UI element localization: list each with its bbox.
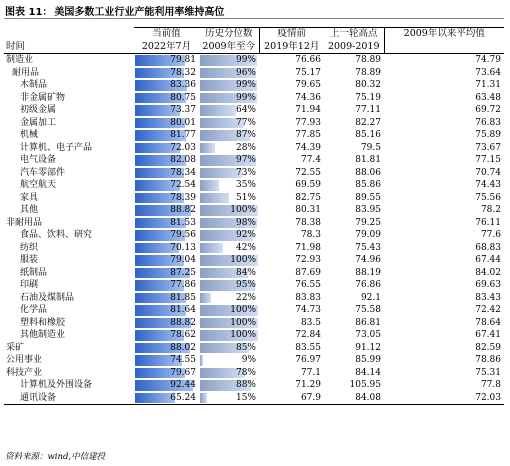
row-name: 服装 — [20, 255, 39, 266]
current-value-cell-value: 78.39 — [170, 192, 196, 203]
pre-covid-cell: 74.73 — [295, 305, 321, 316]
average-cell: 69.63 — [475, 280, 501, 291]
table-row — [4, 254, 504, 267]
current-value-cell-value: 81.85 — [170, 292, 196, 303]
pre-covid-cell: 77.1 — [300, 367, 321, 378]
pre-covid-cell: 79.65 — [295, 80, 321, 91]
current-value-cell — [134, 79, 199, 92]
current-value-cell — [134, 54, 199, 67]
last-peak-cell: 75.43 — [355, 242, 381, 253]
table-row — [4, 329, 504, 342]
pre-covid-cell: 74.39 — [295, 142, 321, 153]
table-row — [4, 204, 504, 217]
pre-covid-cell: 72.55 — [295, 167, 321, 178]
header-row-2 — [4, 41, 504, 54]
figure-title-text: 美国多数工业行业产能利用率维持高位 — [54, 7, 225, 18]
last-peak-cell: 76.86 — [355, 280, 381, 291]
table-row — [4, 304, 504, 317]
current-value-cell-value: 81.53 — [170, 217, 196, 228]
pre-covid-cell: 83.55 — [295, 342, 321, 353]
current-value-cell — [134, 92, 199, 105]
last-peak-cell: 75.58 — [355, 305, 381, 316]
average-cell: 75.89 — [475, 130, 501, 141]
row-name: 耐用品 — [12, 67, 40, 78]
last-peak-cell: 88.06 — [355, 167, 381, 178]
current-value-cell — [134, 354, 199, 367]
current-value-cell-value: 73.37 — [170, 105, 196, 116]
last-peak-cell: 85.16 — [355, 130, 381, 141]
average-cell: 77.6 — [480, 230, 501, 241]
percentile-cell-value: 99% — [235, 55, 256, 66]
pre-covid-cell: 71.29 — [295, 380, 321, 391]
percentile-cell — [199, 392, 259, 405]
current-value-cell — [134, 67, 199, 80]
percentile-cell-value: 35% — [235, 180, 256, 191]
current-value-cell — [134, 254, 199, 267]
percentile-cell-value: 100% — [230, 317, 256, 328]
last-peak-cell: 80.32 — [355, 80, 381, 91]
current-value-cell — [134, 329, 199, 342]
current-value-cell — [134, 379, 199, 392]
average-cell: 73.67 — [475, 142, 501, 153]
current-value-cell — [134, 317, 199, 330]
average-cell: 83.43 — [475, 292, 501, 303]
table-row — [4, 192, 504, 205]
percentile-cell — [199, 192, 259, 205]
table-row — [4, 92, 504, 105]
current-value-cell — [134, 267, 199, 280]
current-value-cell-value: 65.24 — [170, 392, 196, 403]
table-row — [4, 142, 504, 155]
average-cell: 68.83 — [475, 242, 501, 253]
table-row — [4, 179, 504, 192]
current-value-cell-value: 87.25 — [170, 267, 196, 278]
last-peak-cell: 79.25 — [355, 217, 381, 228]
percentile-cell-value: 42% — [235, 242, 256, 253]
percentile-cell — [199, 204, 259, 217]
last-peak-cell: 79.5 — [360, 142, 381, 153]
header-current-date: 2022年7月 — [134, 41, 199, 54]
percentile-cell — [199, 229, 259, 242]
last-peak-cell: 86.81 — [355, 317, 381, 328]
pre-covid-cell: 87.69 — [295, 267, 321, 278]
percentile-cell — [199, 129, 259, 142]
row-name: 公用事业 — [6, 355, 43, 366]
last-peak-cell: 91.12 — [355, 342, 381, 353]
percentile-cell — [199, 142, 259, 155]
current-value-cell-value: 72.03 — [170, 142, 196, 153]
current-value-cell-value: 88.02 — [170, 342, 196, 353]
table-row — [4, 392, 504, 405]
percentile-cell — [199, 254, 259, 267]
average-cell: 78.2 — [480, 205, 501, 216]
row-name: 计算机、电子产品 — [20, 142, 93, 153]
row-name: 非金属矿物 — [20, 92, 66, 103]
average-cell: 77.15 — [475, 155, 501, 166]
percentile-cell — [199, 217, 259, 230]
percentile-cell-value: 99% — [235, 80, 256, 91]
last-peak-cell: 85.99 — [355, 355, 381, 366]
average-cell: 70.74 — [475, 167, 501, 178]
row-name: 汽车零部件 — [20, 167, 66, 178]
percentile-cell-value: 9% — [241, 355, 256, 366]
percentile-cell-value: 78% — [235, 367, 256, 378]
percentile-cell-value: 77% — [235, 117, 256, 128]
average-cell: 84.02 — [475, 267, 501, 278]
last-peak-cell: 84.14 — [355, 367, 381, 378]
percentile-cell-value: 95% — [235, 280, 256, 291]
current-value-cell-value: 72.54 — [170, 180, 196, 191]
row-name: 其他 — [20, 205, 39, 216]
current-value-cell-value: 77.86 — [170, 280, 196, 291]
row-name: 化学品 — [20, 305, 48, 316]
title-divider — [4, 18, 504, 19]
row-name: 家具 — [20, 192, 39, 203]
percentile-cell-value: 84% — [235, 267, 256, 278]
percentile-cell — [199, 179, 259, 192]
current-value-cell — [134, 292, 199, 305]
current-value-cell-value: 81.64 — [170, 305, 196, 316]
table-body — [4, 54, 504, 405]
average-cell: 78.86 — [475, 355, 501, 366]
pre-covid-cell: 82.75 — [295, 192, 321, 203]
table-row — [4, 117, 504, 130]
table-row — [4, 229, 504, 242]
percentile-cell-value: 22% — [235, 292, 256, 303]
percentile-cell-value: 100% — [230, 205, 256, 216]
percentile-cell — [199, 154, 259, 167]
percentile-cell — [199, 379, 259, 392]
current-value-cell-value: 78.62 — [170, 330, 196, 341]
header-average-sub — [384, 41, 504, 54]
average-cell: 67.44 — [475, 255, 501, 266]
current-value-cell — [134, 392, 199, 405]
row-name: 印刷 — [20, 280, 39, 291]
last-peak-cell: 89.55 — [355, 192, 381, 203]
header-pre-covid-date: 2019年12月 — [259, 41, 324, 54]
header-average: 2009年以来平均值 — [384, 28, 504, 41]
percentile-cell-value: 99% — [235, 92, 256, 103]
pre-covid-cell: 80.31 — [295, 205, 321, 216]
current-value-cell — [134, 342, 199, 355]
percentile-cell-value: 88% — [235, 380, 256, 391]
percentile-cell-value: 15% — [235, 392, 256, 403]
pre-covid-cell: 72.84 — [295, 330, 321, 341]
row-name: 计算机及外围设备 — [20, 380, 93, 391]
capacity-utilization-table — [4, 27, 504, 405]
table-row — [4, 154, 504, 167]
current-value-cell-value: 70.13 — [170, 242, 196, 253]
pre-covid-cell: 77.4 — [300, 155, 321, 166]
average-cell: 63.48 — [475, 92, 501, 103]
row-name: 采矿 — [6, 342, 25, 353]
row-name: 初级金属 — [20, 105, 57, 116]
percentile-cell-value: 100% — [230, 305, 256, 316]
percentile-cell — [199, 279, 259, 292]
current-value-cell-value: 79.56 — [170, 230, 196, 241]
last-peak-cell: 85.86 — [355, 180, 381, 191]
pre-covid-cell: 67.9 — [259, 392, 324, 405]
last-peak-cell: 81.81 — [355, 155, 381, 166]
row-name: 石油及煤制品 — [20, 292, 75, 303]
percentile-cell — [199, 242, 259, 255]
row-name: 制造业 — [6, 55, 34, 66]
current-value-cell — [134, 242, 199, 255]
table-row — [4, 129, 504, 142]
table-row — [4, 242, 504, 255]
current-value-cell — [134, 229, 199, 242]
percentile-cell-value: 97% — [235, 155, 256, 166]
pre-covid-cell: 78.38 — [295, 217, 321, 228]
pre-covid-cell: 77.93 — [295, 117, 321, 128]
pre-covid-cell: 77.85 — [295, 130, 321, 141]
current-value-cell-value: 78.32 — [170, 67, 196, 78]
row-name: 食品、饮料、研究 — [20, 230, 93, 241]
percentile-cell-value: 64% — [235, 105, 256, 116]
header-pre-covid: 疫情前 — [259, 28, 324, 41]
row-name: 塑料和橡胶 — [20, 317, 66, 328]
row-name: 金属加工 — [20, 117, 57, 128]
current-value-cell — [134, 217, 199, 230]
table-row — [4, 67, 504, 80]
percentile-cell-value: 98% — [235, 217, 256, 228]
percentile-cell-value: 92% — [235, 230, 256, 241]
header-row-1 — [4, 28, 504, 41]
percentile-cell — [199, 329, 259, 342]
last-peak-cell: 88.19 — [355, 267, 381, 278]
row-name: 机械 — [20, 130, 39, 141]
table-row — [4, 54, 504, 67]
average-cell: 67.41 — [475, 330, 501, 341]
pre-covid-cell: 76.97 — [295, 355, 321, 366]
pre-covid-cell: 76.66 — [295, 55, 321, 66]
current-value-cell-value: 79.67 — [170, 367, 196, 378]
last-peak-cell: 92.1 — [360, 292, 381, 303]
table-row — [4, 342, 504, 355]
row-name: 科技产业 — [6, 367, 43, 378]
last-peak-cell: 78.89 — [355, 67, 381, 78]
last-peak-cell: 73.05 — [355, 330, 381, 341]
average-cell: 76.11 — [475, 217, 501, 228]
average-cell: 74.43 — [475, 180, 501, 191]
percentile-cell — [199, 292, 259, 305]
average-cell: 73.64 — [475, 67, 501, 78]
current-value-cell — [134, 192, 199, 205]
row-name: 纸制品 — [20, 267, 48, 278]
table-row — [4, 317, 504, 330]
table-row — [4, 354, 504, 367]
current-value-cell — [134, 367, 199, 380]
pre-covid-cell: 75.17 — [295, 67, 321, 78]
row-name: 其他制造业 — [20, 330, 66, 341]
table-row — [4, 104, 504, 117]
percentile-cell — [199, 317, 259, 330]
average-cell: 76.83 — [475, 117, 501, 128]
percentile-cell — [199, 267, 259, 280]
last-peak-cell: 75.19 — [355, 92, 381, 103]
header-time: 时间 — [4, 41, 134, 54]
average-cell: 74.79 — [475, 55, 501, 66]
header-percentile-range: 2009年至今 — [199, 41, 259, 54]
header-last-peak: 上一轮高点 — [324, 28, 384, 41]
pre-covid-cell: 83.5 — [300, 317, 321, 328]
source-note: 资料来源：wind,中信建投 — [5, 452, 106, 462]
current-value-cell — [134, 279, 199, 292]
pre-covid-cell: 76.55 — [295, 280, 321, 291]
current-value-cell-value: 80.01 — [170, 117, 196, 128]
last-peak-cell: 82.27 — [355, 117, 381, 128]
pre-covid-cell: 72.93 — [295, 255, 321, 266]
row-name: 非耐用品 — [6, 217, 43, 228]
current-value-cell-value: 92.44 — [170, 380, 196, 391]
percentile-cell-value: 87% — [235, 130, 256, 141]
average-cell: 78.64 — [475, 317, 501, 328]
current-value-cell — [134, 129, 199, 142]
current-value-cell — [134, 142, 199, 155]
current-value-cell-value: 82.08 — [170, 155, 196, 166]
current-value-cell-value: 88.82 — [170, 205, 196, 216]
current-value-cell-value: 78.34 — [170, 167, 196, 178]
current-value-cell-value: 81.77 — [170, 130, 196, 141]
current-value-cell-value: 80.75 — [170, 92, 196, 103]
last-peak-cell: 83.95 — [355, 205, 381, 216]
pre-covid-cell: 71.98 — [295, 242, 321, 253]
percentile-cell-value: 73% — [235, 167, 256, 178]
table-row — [4, 379, 504, 392]
last-peak-cell: 77.11 — [355, 105, 381, 116]
average-cell: 72.03 — [384, 392, 504, 405]
header-last-peak-range: 2009-2019 — [324, 41, 384, 54]
table-row — [4, 79, 504, 92]
percentile-cell — [199, 117, 259, 130]
average-cell: 75.56 — [475, 192, 501, 203]
row-name: 电气设备 — [20, 155, 57, 166]
percentile-cell — [199, 342, 259, 355]
percentile-cell — [199, 304, 259, 317]
average-cell: 71.31 — [475, 80, 501, 91]
current-value-cell — [134, 204, 199, 217]
table-row — [4, 367, 504, 380]
last-peak-cell: 84.08 — [324, 392, 384, 405]
percentile-cell — [199, 367, 259, 380]
percentile-cell — [199, 354, 259, 367]
current-value-cell — [134, 179, 199, 192]
average-cell: 72.42 — [475, 305, 501, 316]
header-corner — [4, 28, 134, 41]
current-value-cell — [134, 104, 199, 117]
header-current: 当前值 — [134, 28, 199, 41]
percentile-cell — [199, 92, 259, 105]
pre-covid-cell: 78.3 — [300, 230, 321, 241]
current-value-cell-value: 74.55 — [170, 355, 196, 366]
current-value-cell-value: 83.36 — [170, 80, 196, 91]
percentile-cell-value: 96% — [235, 67, 256, 78]
row-name: 航空航天 — [20, 180, 57, 191]
pre-covid-cell: 69.59 — [295, 180, 321, 191]
last-peak-cell: 105.95 — [349, 380, 381, 391]
figure-title — [5, 3, 224, 18]
table-row — [4, 167, 504, 180]
last-peak-cell: 78.89 — [355, 55, 381, 66]
percentile-cell-value: 100% — [230, 255, 256, 266]
percentile-cell — [199, 67, 259, 80]
current-value-cell — [134, 167, 199, 180]
figure-label: 图表 11： — [5, 7, 53, 18]
last-peak-cell: 74.96 — [355, 255, 381, 266]
percentile-cell-value: 51% — [235, 192, 256, 203]
current-value-cell — [134, 117, 199, 130]
row-name: 木制品 — [20, 80, 48, 91]
row-name: 纺织 — [20, 242, 39, 253]
percentile-cell-value: 100% — [230, 330, 256, 341]
table-row — [4, 267, 504, 280]
last-peak-cell: 79.09 — [355, 230, 381, 241]
average-cell: 75.31 — [475, 367, 501, 378]
current-value-cell — [134, 304, 199, 317]
current-value-cell-value: 88.82 — [170, 317, 196, 328]
pre-covid-cell: 71.94 — [295, 105, 321, 116]
percentile-cell — [199, 104, 259, 117]
percentile-cell — [199, 79, 259, 92]
percentile-cell — [199, 167, 259, 180]
average-cell: 69.72 — [475, 105, 501, 116]
current-value-cell-value: 79.81 — [170, 55, 196, 66]
percentile-cell — [199, 54, 259, 67]
table-row — [4, 292, 504, 305]
pre-covid-cell: 83.83 — [295, 292, 321, 303]
percentile-cell-value: 85% — [235, 342, 256, 353]
current-value-cell-value: 79.04 — [170, 255, 196, 266]
pre-covid-cell: 74.36 — [295, 92, 321, 103]
percentile-cell-value: 28% — [235, 142, 256, 153]
average-cell: 77.8 — [480, 380, 501, 391]
table-row — [4, 279, 504, 292]
table-row — [4, 217, 504, 230]
row-name: 通讯设备 — [4, 392, 134, 405]
header-percentile: 历史分位数 — [199, 28, 259, 41]
average-cell: 82.59 — [475, 342, 501, 353]
current-value-cell — [134, 154, 199, 167]
